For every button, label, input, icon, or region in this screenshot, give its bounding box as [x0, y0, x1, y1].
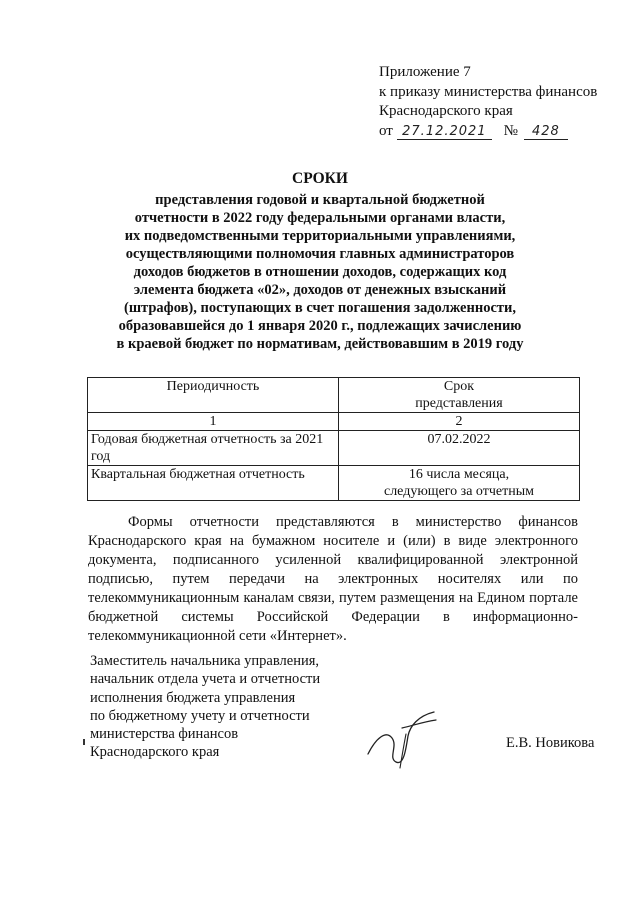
title-line: образовавшейся до 1 января 2020 г., подлежащих зачислению	[118, 318, 522, 334]
signer-line: начальник отдела учета и отчетности	[90, 671, 321, 688]
date-prefix: от	[379, 122, 393, 139]
title-line: представления годовой и квартальной бюджетной	[155, 192, 485, 208]
row-deadline: 07.02.2022	[339, 431, 580, 466]
title-line: осуществляющими полномочия главных администраторов	[125, 246, 515, 262]
table-index-row	[88, 413, 580, 431]
number-prefix: №	[503, 122, 518, 139]
header-deadline: Срок представления	[339, 378, 580, 413]
header-periodicity: Периодичность	[88, 378, 339, 413]
title-line: (штрафов), поступающих в счет погашения задолженности,	[123, 300, 516, 316]
signer-line: исполнения бюджета управления	[90, 689, 296, 706]
attachment-line-1: Приложение 7	[379, 64, 471, 80]
title-line: элемента бюджета «02», доходов от денежных взысканий	[133, 282, 507, 298]
attachment-block	[379, 63, 597, 141]
attachment-line-2: к приказу министерства финансов	[379, 83, 598, 100]
table-row	[88, 466, 580, 501]
row-periodicity: Квартальная бюджетная отчетность	[88, 466, 339, 501]
deadlines-table	[87, 377, 580, 501]
signer-line: Краснодарского края	[90, 744, 220, 761]
row-periodicity: Годовая бюджетная отчетность за 2021 год	[88, 431, 339, 466]
signer-line: Заместитель начальника управления,	[90, 653, 320, 669]
title-main: СРОКИ	[292, 170, 348, 187]
body-paragraph: Формы отчетности представляются в министерство финансов Краснодарского края на бумажном носителе и (или) в виде электронного документа, подписанного усиленной квалифицированной электронной подписью, путем передачи на электронных носителях или по телекоммуникационным каналам связи, путем размещения на Едином портале бюджетной системы Российской Федерации в информационно-телекоммуникационной сети «Интернет».	[88, 514, 578, 644]
table-header-row	[88, 378, 580, 413]
index-col-2: 2	[339, 413, 580, 431]
handwritten-number: 428	[524, 125, 568, 140]
signer-block	[90, 652, 320, 762]
title-line: отчетности в 2022 году федеральными органами власти,	[134, 210, 506, 226]
document-title	[60, 170, 580, 353]
table-row	[88, 431, 580, 466]
attachment-date-line	[379, 122, 597, 142]
attachment-line-3: Краснодарского края	[379, 103, 513, 119]
index-col-1: 1	[88, 413, 339, 431]
row-deadline: 16 числа месяца, следующего за отчетным	[339, 466, 580, 501]
signer-line: по бюджетному учету и отчетности	[90, 707, 310, 724]
margin-mark	[83, 739, 85, 745]
signer-line: министерства финансов	[90, 726, 239, 743]
title-line: в краевой бюджет по нормативам, действовавшим в 2019 году	[116, 336, 524, 352]
title-line: доходов бюджетов в отношении доходов, содержащих код	[133, 264, 507, 280]
handwritten-date: 27.12.2021	[397, 125, 492, 140]
signer-name: Е.В. Новикова	[506, 735, 595, 751]
title-line: их подведомственными территориальными управлениями,	[124, 228, 516, 244]
handwritten-signature-icon	[362, 708, 442, 772]
